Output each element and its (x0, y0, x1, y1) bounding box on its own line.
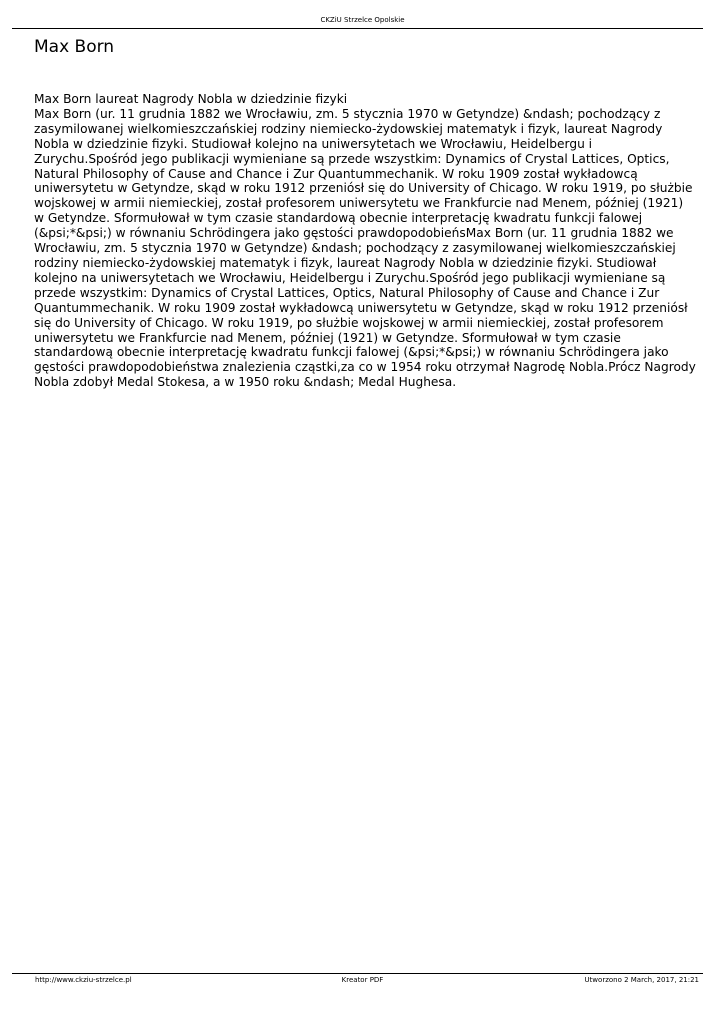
footer-divider (12, 973, 703, 974)
footer-created-date: Utworzono 2 March, 2017, 21:21 (584, 976, 699, 984)
article-body (34, 107, 696, 390)
article-content (34, 92, 696, 390)
page-header: CKZiU Strzelce Opolskie (320, 16, 405, 24)
article-body-part-2: Max Born (ur. 11 grudnia 1882 we Wrocławiu, zm. 5 stycznia 1970 w Getyndze) &ndash; pochodzący z zasymilowanej wielkomieszczańskiej rodziny niemiecko-żydowskiej matematyk i fizyk, laureat Nagrody Nobla w dziedzinie fizyki. Studiował kolejno na uniwersytetach we Wrocławiu, Heidelbergu i Zurychu.Spośród jego publikacji wymieniane są przede wszystkim: Dynamics of Crystal Lattices, Optics, Natural Philosophy of Cause and Chance i Zur Quantummechanik. W roku 1909 został wykładowcą uniwersytetu w Getyndze, skąd w roku 1912 przeniósł się do University of Chicago. W roku 1919, po służbie wojskowej w armii niemieckiej, został profesorem uniwersytetu we Frankfurcie nad Menem, później (1921) w Getyndze. Sformułował w tym czasie standardową obecnie interpretację kwadratu funkcji falowej (&psi;*&psi;) w równaniu Schrödingera jako gęstości prawdopodobieństwa znalezienia cząstki,za co w 1954 roku otrzymał Nagrodę Nobla.Prócz Nagrody Nobla zdobył Medal Stokesa, a w 1950 roku &ndash; Medal Hughesa. (34, 226, 696, 390)
page-title: Max Born (34, 37, 115, 57)
article-subtitle: Max Born laureat Nagrody Nobla w dziedzinie fizyki (34, 92, 348, 106)
footer-generator: Kreator PDF (341, 976, 384, 984)
article-body-part-1: Max Born (ur. 11 grudnia 1882 we Wrocławiu, zm. 5 stycznia 1970 w Getyndze) &ndash; pochodzący z zasymilowanej wielkomieszczańskiej rodziny niemiecko-żydowskiej matematyk i fizyk, laureat Nagrody Nobla w dziedzinie fizyki. Studiował kolejno na uniwersytetach we Wrocławiu, Heidelbergu i Zurychu.Spośród jego publikacji wymieniane są przede wszystkim: Dynamics of Crystal Lattices, Optics, Natural Philosophy of Cause and Chance i Zur Quantummechanik. W roku 1909 został wykładowcą uniwersytetu w Getyndze, skąd w roku 1912 przeniósł się do University of Chicago. W roku 1919, po służbie wojskowej w armii niemieckiej, został profesorem uniwersytetu we Frankfurcie nad Menem, później (1921) w Getyndze. Sformułował w tym czasie standardową obecnie interpretację kwadratu funkcji falowej (&psi;*&psi;) w równaniu Schrödingera jako gęstości prawdopodobieńs (34, 106, 693, 241)
header-divider (12, 28, 703, 29)
footer-url-link[interactable]: http://www.ckziu-strzelce.pl (35, 976, 132, 984)
